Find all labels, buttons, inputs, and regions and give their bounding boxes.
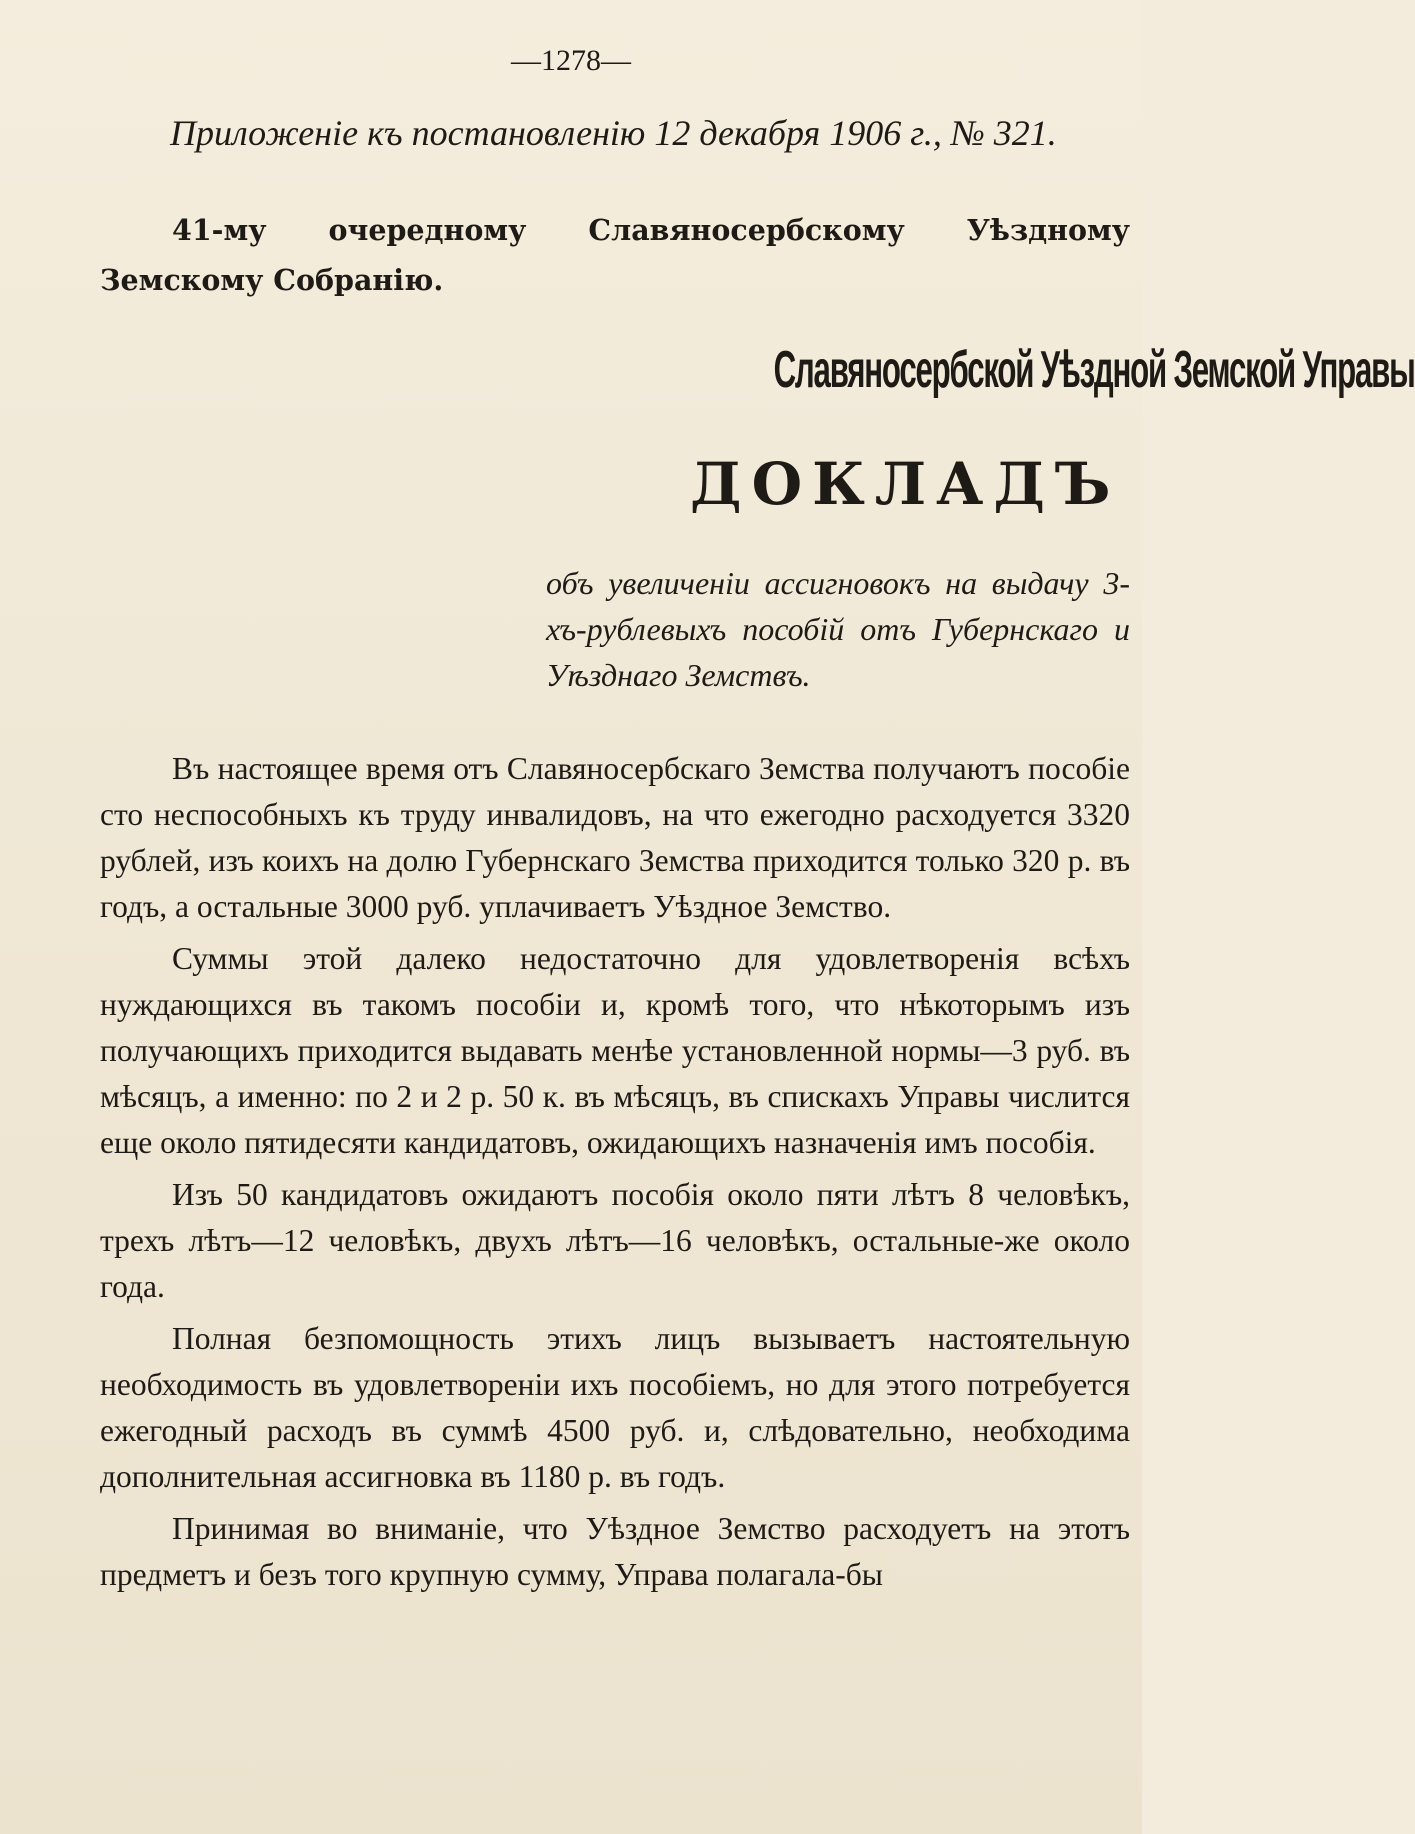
paragraph-2: Суммы этой далеко недостаточно для удовлетворенiя всѣхъ нуждающихся въ такомъ пособiи и, кромѣ того, что нѣкоторымъ изъ получающихъ приходится выдавать менѣе установленной нормы—3 руб. въ мѣсяцъ, а именно: по 2 и 2 р. 50 к. въ мѣсяцъ, въ спискахъ Управы числится еще около пятидесяти кандидатовъ, ожидающихъ назначенiя имъ пособiя.	[100, 941, 1130, 1160]
body-text	[100, 746, 1130, 1604]
document-subject: объ увеличенiи ассигновокъ на выдачу 3-хъ-рублевыхъ пособiй отъ Губернскаго и Уѣзднаго Земствъ.	[546, 565, 1130, 693]
page-number: —1278—	[511, 44, 631, 77]
addressee-line: 41-му очередному Славяносербскому Уѣздному Земскому Собранiю.	[100, 213, 1130, 297]
paragraph-4: Полная безпомощность этихъ лицъ вызываетъ настоятельную необходимость въ удовлетворенiи ихъ пособiемъ, но для этого потребуется ежегодный расходъ въ суммѣ 4500 руб. и, слѣдовательно, необходима дополнительная ассигновка въ 1180 р. въ годъ.	[100, 1321, 1130, 1494]
council-title: Славяносербской Уѣздной Земской Управы	[773, 341, 1415, 399]
document-type-heading: ДОКЛАДЪ	[690, 450, 1121, 518]
appendix-heading: Приложенiе къ постановленiю 12 декабря 1906 г., № 321.	[170, 113, 1057, 153]
paragraph-5: Принимая во вниманiе, что Уѣздное Земство расходуетъ на этотъ предметъ и безъ того крупную сумму, Управа полагала-бы	[100, 1511, 1130, 1592]
paragraph-3: Изъ 50 кандидатовъ ожидаютъ пособiя около пяти лѣтъ 8 человѣкъ, трехъ лѣтъ—12 человѣкъ, двухъ лѣтъ—16 человѣкъ, остальные-же около года.	[100, 1177, 1130, 1304]
paragraph-1: Въ настоящее время отъ Славяносербскаго Земства получаютъ пособiе сто неспособныхъ къ труду инвалидовъ, на что ежегодно расходуется 3320 рублей, изъ коихъ на долю Губернскаго Земства приходится только 320 р. въ годъ, а остальные 3000 руб. уплачиваетъ Уѣздное Земство.	[100, 751, 1130, 924]
